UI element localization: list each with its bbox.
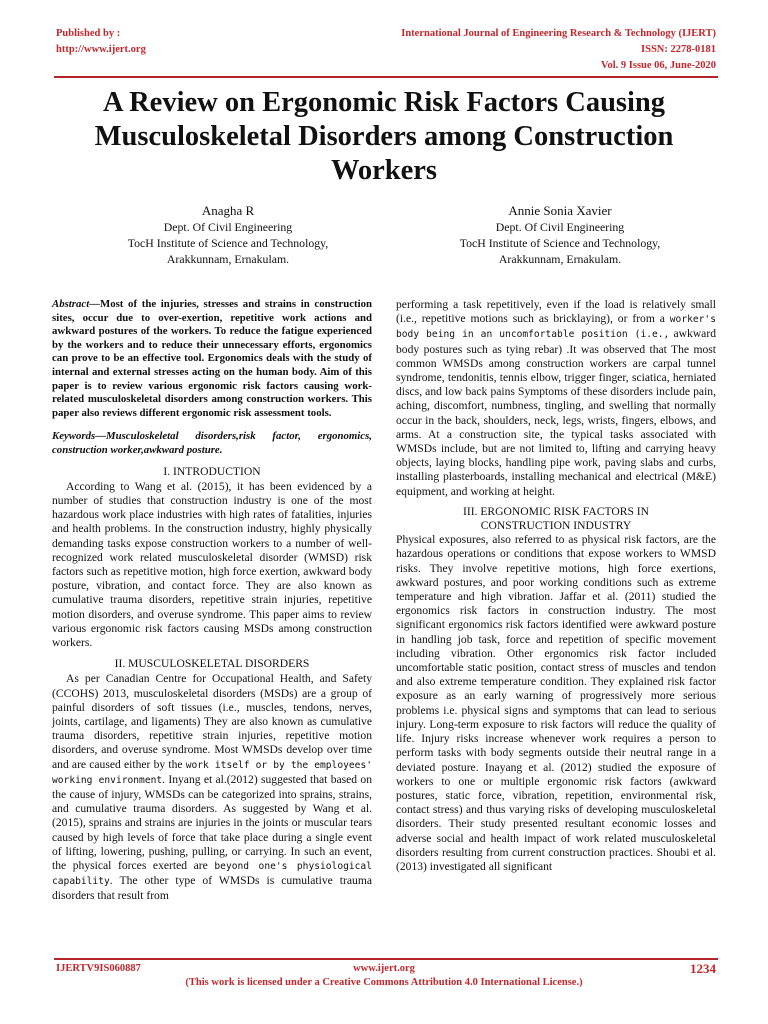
publisher-website-link[interactable]: http://www.ijert.org xyxy=(56,44,146,55)
author-name: Anagha R xyxy=(201,203,255,218)
keywords: Keywords—Musculoskeletal disorders,risk factor, ergonomics, construction worker,awkward posture. xyxy=(52,430,372,456)
author-institution: TocH Institute of Science and Technology, xyxy=(127,236,329,250)
left-column xyxy=(52,298,372,904)
author-name: Annie Sonia Xavier xyxy=(508,203,612,218)
published-by-label: Published by : xyxy=(56,28,121,39)
right-column xyxy=(396,298,716,874)
license-text: (This work is licensed under a Creative Commons Attribution 4.0 International License.) xyxy=(185,977,583,988)
section-heading-erf-line2: CONSTRUCTION INDUSTRY xyxy=(480,519,632,533)
col2-text-2: awkward body postures such as tying rebar) .It was observed that The most common WMSDs among construction workers are carpal tunnel syndrome, tendonitis, tennis elbow, trigger finger, sciatica, herniated discs, and low back pains Symptoms of these disorders include pain, aching, discomfort, numbness, tingling, and swelling that normally occur in the back, shoulders, neck, legs, wrists, fingers, elbows, and arms. At a construction site, the typical tasks associated with WMSDs include, but are not limited to, lifting and carrying heavy objects, laying blocks, handling pipe work, paving slabs and curbs, installing plasterboards, installing mechanical and electrical (M&E) equipment, and working at height. xyxy=(396,327,716,498)
footer-center xyxy=(0,962,768,990)
abstract xyxy=(52,298,372,420)
journal-volume: Vol. 9 Issue 06, June-2020 xyxy=(600,60,716,71)
msd-mono-1: work itself or by the employees' working environment xyxy=(52,759,372,786)
page-number: 1234 xyxy=(690,961,716,976)
author-dept: Dept. Of Civil Engineering xyxy=(163,220,293,234)
header-divider xyxy=(54,76,718,78)
section-heading-msd: II. MUSCULOSKELETAL DISORDERS xyxy=(114,657,310,671)
journal-name: International Journal of Engineering Research & Technology (IJERT) xyxy=(401,28,716,39)
msd-continuation-paragraph xyxy=(396,298,716,499)
author-location: Arakkunnam, Ernakulam. xyxy=(166,252,290,266)
paper-id: IJERTV9IS060887 xyxy=(56,963,141,974)
col2-text-1: performing a task repetitively, even if the load is relatively small (i.e., repetitive motions such as bricklaying), or from a xyxy=(396,298,716,326)
author-institution: TocH Institute of Science and Technology, xyxy=(459,236,661,250)
erf-paragraph: Physical exposures, also referred to as physical risk factors, are the hazardous operations or conditions that expose workers to WMSD risks. They involve repetitive motions, high force exertions, awkward postures, and poor working conditions such as extreme temperature and high vibration. Jaffar et al. (2011) studied the ergonomics risk factors in construction industry. The most significant ergonomics risk factors identified were awkward posture in handling job task, force and repetition of specific movement including vibration. Other ergonomics risk factor included uncomfortable static position, contact stress of muscles and tendon and also extreme temperature condition. They explained risk factor exposure as an early warning of progressively more serious problems i.e. physical signs and symptoms that can lead to serious injury. Long-term exposure to risk factors will reduce the quality of life. Injury risks increase whenever work requires a person to perform tasks with body segments outside their neutral range in a deviated posture. Inayang et al. (2012) studied the exposure of workers to one or multiple ergonomic risk factors (awkward postures, static force, vibration, repetition, environmental risk, contact stress) and thus varying risks of developing musculoskeletal disorders. Their study presented resultant economic losses and adverse social and health impact of work related musculoskeletal disorders resulting from current construction practices. Shoubi et al. (2013) investigated all significant xyxy=(396,533,716,873)
msd-text-2: . Inyang et al.(2012) suggested that based on the cause of injury, WMSDs can be categorized into sprains, strains, and cumulative trauma disorders. As suggested by Wang et al.(2015), sprains and strains are injuries in the joints or muscular tears caused by high levels of force that take place during a single event of lifting, lowering, pushing, pulling, or carrying. In such an event, the physical forces exerted are xyxy=(52,772,372,873)
section-heading-introduction: I. INTRODUCTION xyxy=(163,464,261,478)
author-dept: Dept. Of Civil Engineering xyxy=(495,220,625,234)
msd-paragraph xyxy=(52,672,372,903)
publisher-block xyxy=(56,26,146,58)
msd-mono-2: beyond one's physiological capability xyxy=(52,861,372,888)
author-block-2 xyxy=(430,202,690,267)
journal-issn: ISSN: 2278-0181 xyxy=(641,44,716,55)
msd-text-1: As per Canadian Centre for Occupational Health, and Safety (CCOHS) 2013, musculoskeletal disorders (MSDs) are a group of painful disorders of soft tissues (i.e., muscles, tendons, nerves, joints, cartilage, and ligaments) They are also known as cumulative trauma disorders, repetitive strain injuries, repetitive motion disorders, and overuse syndrome. Most WMSDs develop over time and are caused either by the xyxy=(52,672,372,771)
paper-title: A Review on Ergonomic Risk Factors Causing Musculoskeletal Disorders among Construction Workers xyxy=(94,87,674,186)
journal-block xyxy=(401,26,716,74)
introduction-paragraph: According to Wang et al. (2015), it has been evidenced by a number of studies that construction industry is one of the most hazardous work place industries with high rates of fatalities, injuries and health problems. In the construction industry, highly physically demanding tasks expose construction workers to a number of well-recognized work related musculoskeletal disorder (WMSD) risk factors such as repetitive motion, high force exertion, awkward body posture, vibration, and contact force. They are also known as cumulative trauma disorders, repetitive strain injuries, repetitive motion disorders, and overuse syndrome. This paper aims to review various ergonomic risk factors causing MSDs among construction workers. xyxy=(52,479,372,649)
footer-divider xyxy=(54,958,718,960)
footer-website-link[interactable]: www.ijert.org xyxy=(353,963,415,974)
section-heading-erf-line1: III. ERGONOMIC RISK FACTORS IN xyxy=(462,504,650,518)
abstract-lead: Abstract xyxy=(52,298,90,310)
msd-text-3: . The other type of WMSDs is cumulative trauma disorders that result from xyxy=(52,874,372,903)
abstract-text: —Most of the injuries, stresses and strains in construction sites, occur due to over-exertion, repetitive work actions and awkward postures of the workers. To reduce the fatigue experienced by the workers and to reduce their unnecessary efforts, ergonomics can prove to be an effective tool. Ergonomics deals with the study of internal and external stresses acting on the human body. Aim of this paper is to review various ergonomic risk factors causing work-related musculoskeletal disorders among construction workers. This paper also reviews different ergonomic risk assessment tools. xyxy=(52,298,372,419)
col2-mono: worker's body being in an uncomfortable position (i.e., xyxy=(396,314,716,341)
author-location: Arakkunnam, Ernakulam. xyxy=(498,252,622,266)
author-block-1 xyxy=(98,202,358,267)
